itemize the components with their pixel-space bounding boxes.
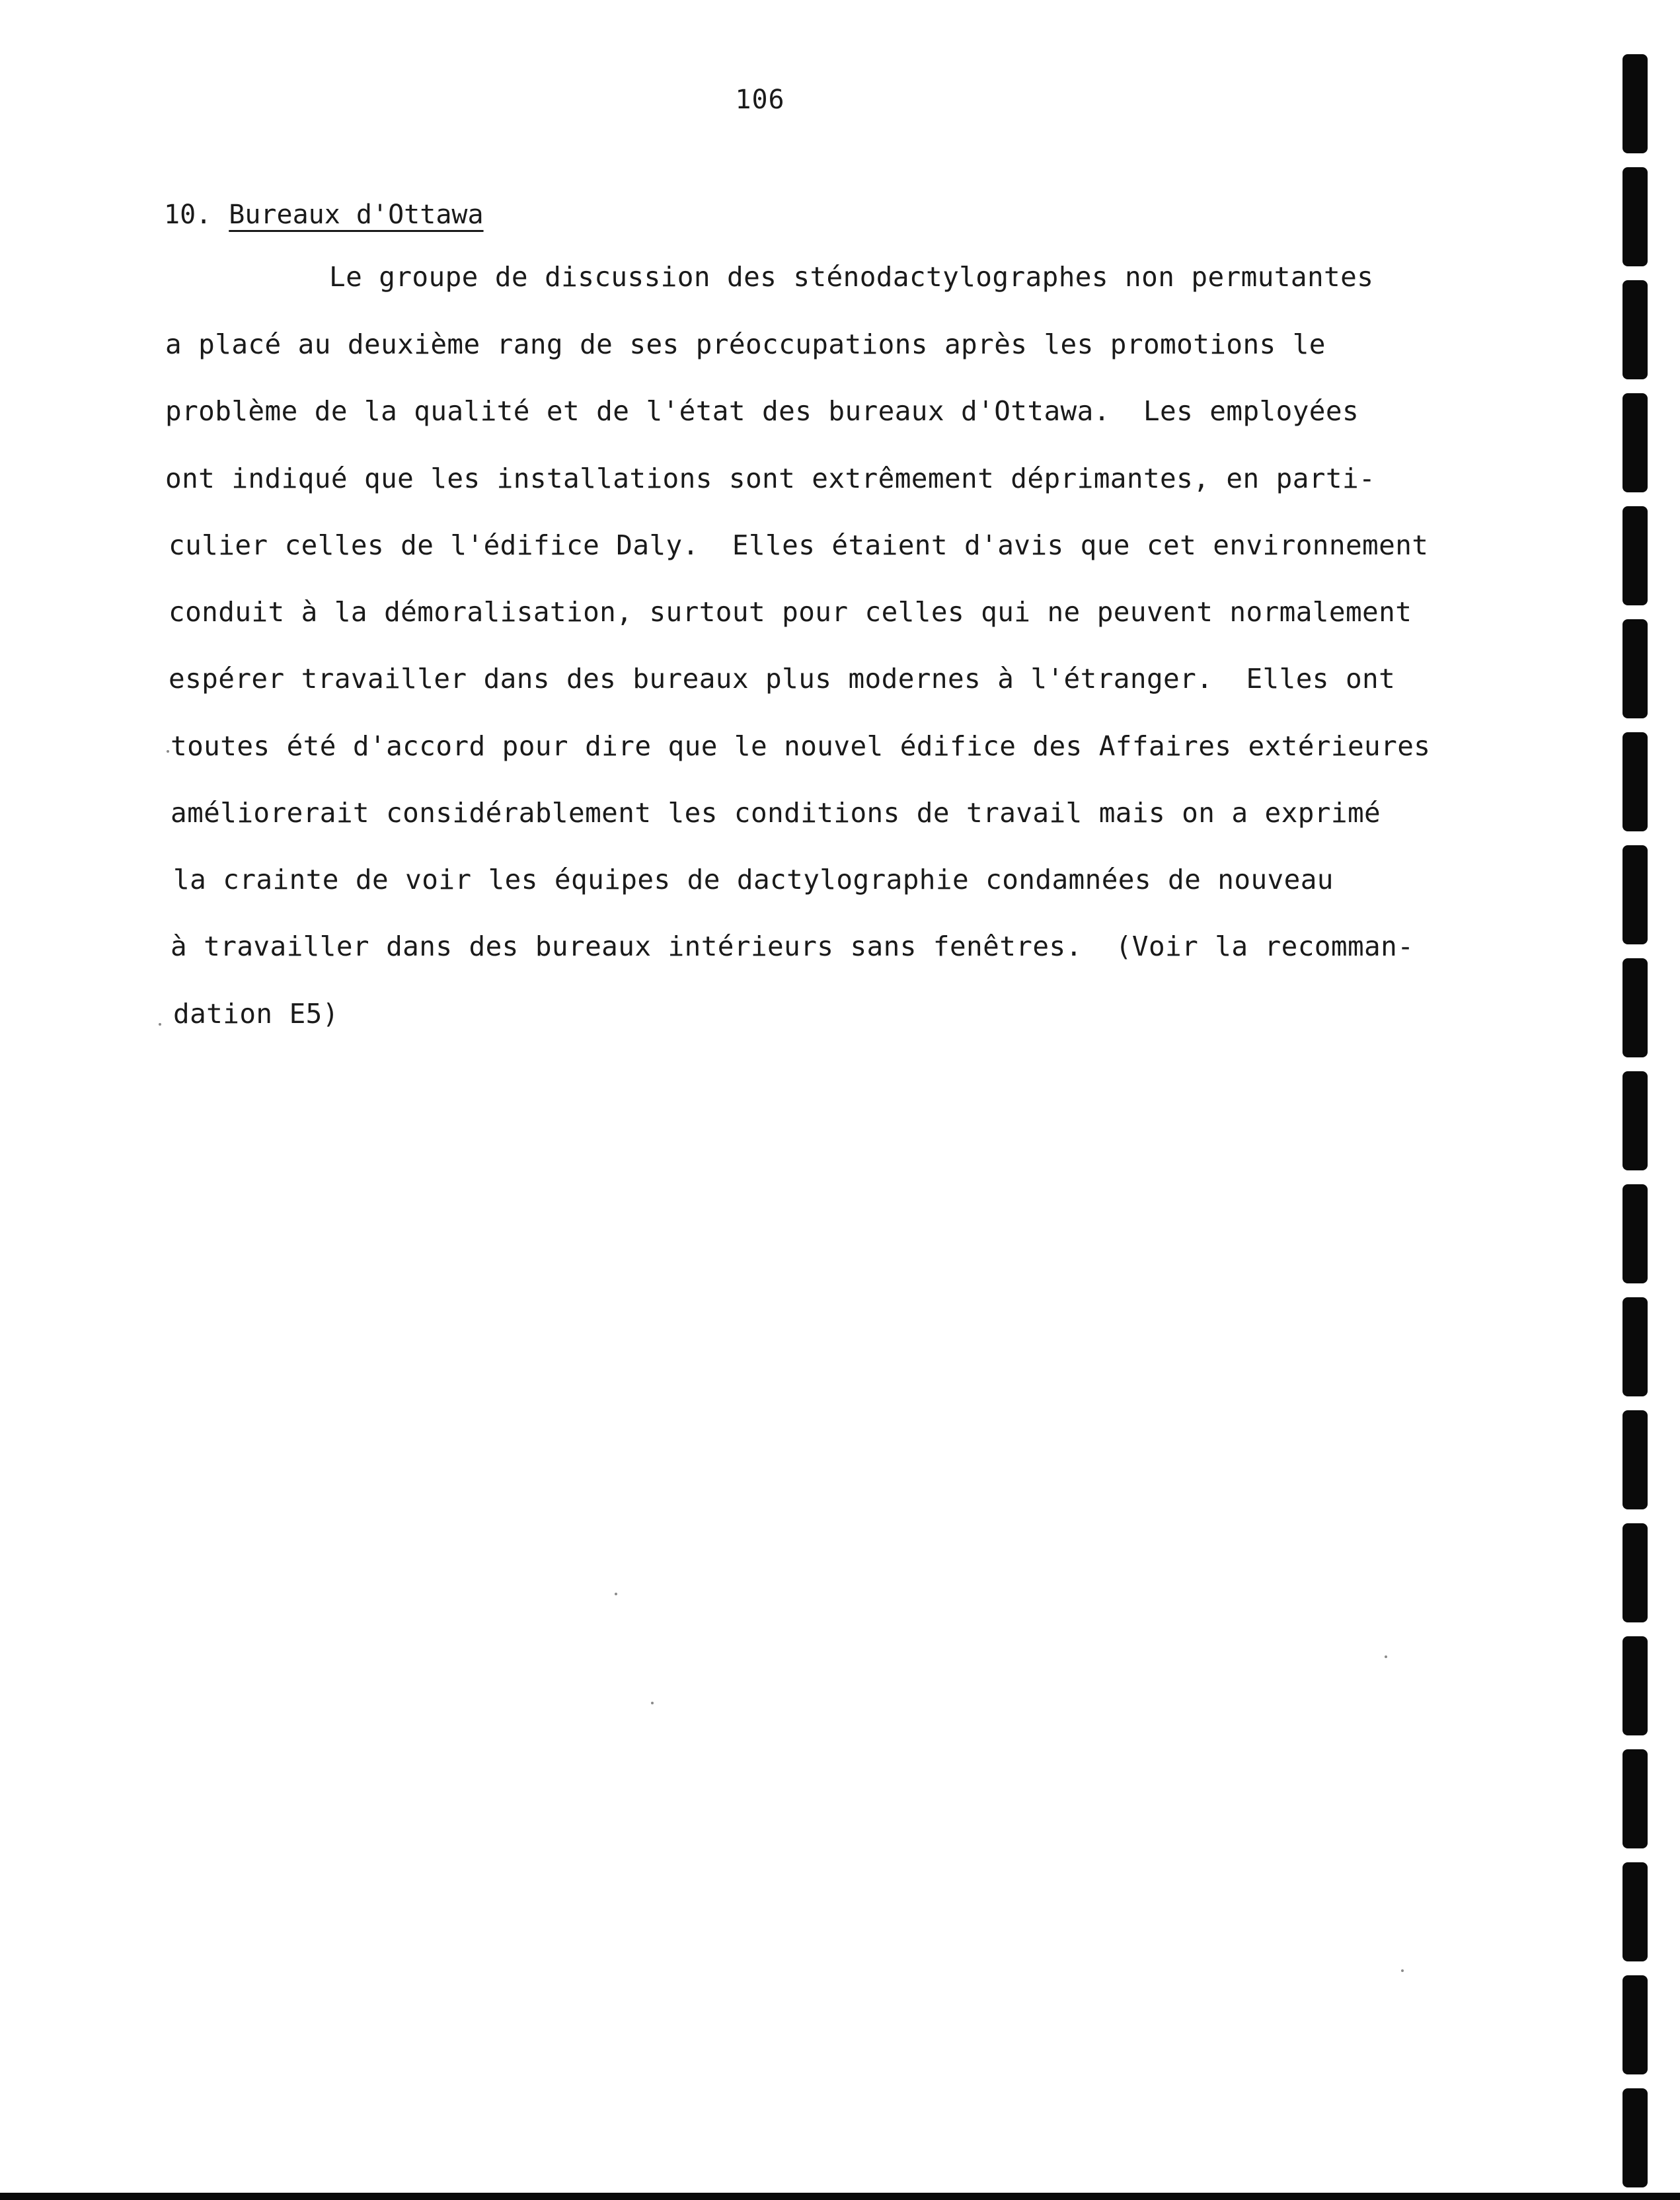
binding-hole [1623, 2088, 1648, 2187]
paragraph-line: Le groupe de discussion des sténodactylographes non permutantes [329, 261, 1374, 293]
scan-speck [159, 1023, 161, 1026]
binding-hole [1623, 1862, 1648, 1961]
binding-hole [1623, 1297, 1648, 1396]
paragraph-line: problème de la qualité et de l'état des bureaux d'Ottawa. Les employées [165, 395, 1359, 427]
paragraph-line: améliorerait considérablement les conditions de travail mais on a exprimé [171, 797, 1381, 829]
paragraph-line: toutes été d'accord pour dire que le nouvel édifice des Affaires extérieures [171, 730, 1431, 762]
scan-speck [167, 750, 169, 753]
binding-hole [1623, 732, 1648, 831]
binding-hole [1623, 54, 1648, 153]
binding-hole [1623, 958, 1648, 1057]
scan-speck [1385, 1655, 1387, 1658]
paragraph-line: a placé au deuxième rang de ses préoccupations après les promotions le [165, 328, 1326, 360]
paragraph-line: dation E5) [173, 998, 339, 1030]
binding-hole [1623, 1410, 1648, 1509]
binding-hole [1623, 1636, 1648, 1735]
binding-hole [1623, 1523, 1648, 1622]
binding-hole-strip [1623, 0, 1662, 2200]
paragraph-line: espérer travailler dans des bureaux plus modernes à l'étranger. Elles ont [169, 663, 1396, 695]
paragraph-line: culier celles de l'édifice Daly. Elles étaient d'avis que cet environnement [169, 529, 1429, 561]
section-title: Bureaux d'Ottawa [229, 200, 484, 230]
scan-speck [615, 1593, 617, 1595]
scan-speck [1401, 1969, 1404, 1972]
binding-hole [1623, 1975, 1648, 2074]
binding-hole [1623, 506, 1648, 605]
page-number: 106 [735, 85, 785, 115]
binding-hole [1623, 280, 1648, 379]
paragraph-line: la crainte de voir les équipes de dactylographie condamnées de nouveau [173, 864, 1334, 895]
binding-hole [1623, 619, 1648, 718]
binding-hole [1623, 845, 1648, 944]
binding-hole [1623, 167, 1648, 266]
scan-speck [651, 1702, 654, 1704]
binding-hole [1623, 1749, 1648, 1848]
paragraph-line: conduit à la démoralisation, surtout pour celles qui ne peuvent normalement [169, 596, 1412, 628]
bottom-edge-rule [0, 2193, 1680, 2200]
binding-hole [1623, 1184, 1648, 1283]
binding-hole [1623, 393, 1648, 492]
binding-hole [1623, 1071, 1648, 1170]
section-heading [164, 200, 484, 230]
section-number: 10. [164, 200, 212, 230]
paragraph-line: à travailler dans des bureaux intérieurs sans fenêtres. (Voir la recomman- [171, 930, 1414, 962]
paragraph-line: ont indiqué que les installations sont extrêmement déprimantes, en parti- [165, 463, 1376, 494]
